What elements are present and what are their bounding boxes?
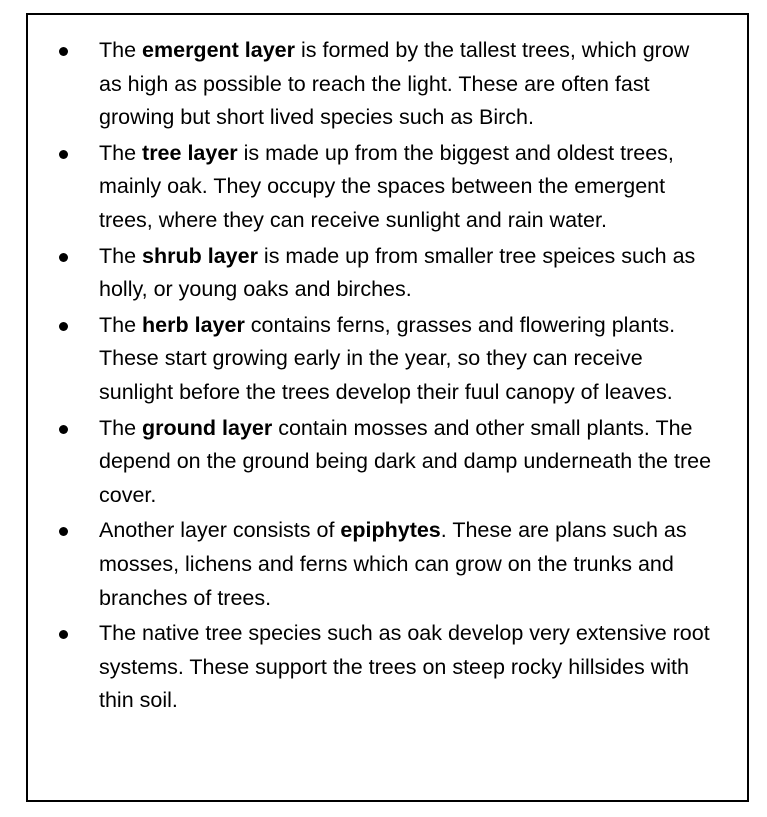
bullet-icon [59, 425, 68, 434]
item-text-pre: The [99, 140, 143, 165]
item-text-bold: herb layer [142, 312, 245, 337]
item-text-bold: shrub layer [142, 243, 258, 268]
list-item-root-systems [28, 617, 747, 718]
bullet-list [28, 34, 747, 720]
item-text-pre: The [99, 243, 143, 268]
list-item-ground-layer [28, 412, 747, 513]
text-box[interactable] [26, 13, 749, 802]
item-text-post: contains ferns, grasses and flowering plants. These start growing early in the year, so they can receive sunlight before the trees develop their fuul canopy of leaves. [99, 312, 676, 404]
list-item-epiphytes [28, 514, 747, 615]
bullet-icon [59, 630, 68, 639]
bullet-icon [59, 527, 68, 536]
bullet-icon [59, 150, 68, 159]
item-text-pre: The native tree species such as oak develop very extensive root systems. These support the trees on steep rocky hillsides with thin soil. [99, 621, 710, 713]
item-text-bold: emergent layer [142, 38, 295, 62]
list-item-herb-layer [28, 309, 747, 410]
item-text-pre: The [99, 312, 143, 337]
item-text-post: is made up from the biggest and oldest trees, mainly oak. They occupy the spaces between the emergent trees, where they can receive sunlight and rain water. [99, 140, 674, 232]
item-text-post: contain mosses and other small plants. The depend on the ground being dark and damp underneath the tree cover. [99, 415, 712, 507]
item-text-bold: ground layer [142, 415, 273, 440]
list-item-tree-layer [28, 137, 747, 238]
item-text-pre: Another layer consists of [99, 518, 341, 543]
list-item-shrub-layer [28, 240, 747, 307]
item-text-bold: epiphytes [340, 518, 441, 543]
bullet-icon [59, 322, 68, 331]
item-text-post: is formed by the tallest trees, which grow as high as possible to reach the light. These are often fast growing but short lived species such as Birch. [99, 38, 690, 130]
item-text-pre: The [99, 38, 143, 62]
item-text-post: . These are plans such as mosses, lichens and ferns which can grow on the trunks and branches of trees. [99, 518, 687, 610]
bullet-icon [59, 47, 68, 56]
list-item-emergent-layer [28, 34, 747, 135]
item-text-post: is made up from smaller tree speices such as holly, or young oaks and birches. [99, 243, 696, 302]
bullet-icon [59, 253, 68, 262]
item-text-pre: The [99, 415, 143, 440]
item-text-bold: tree layer [142, 140, 238, 165]
